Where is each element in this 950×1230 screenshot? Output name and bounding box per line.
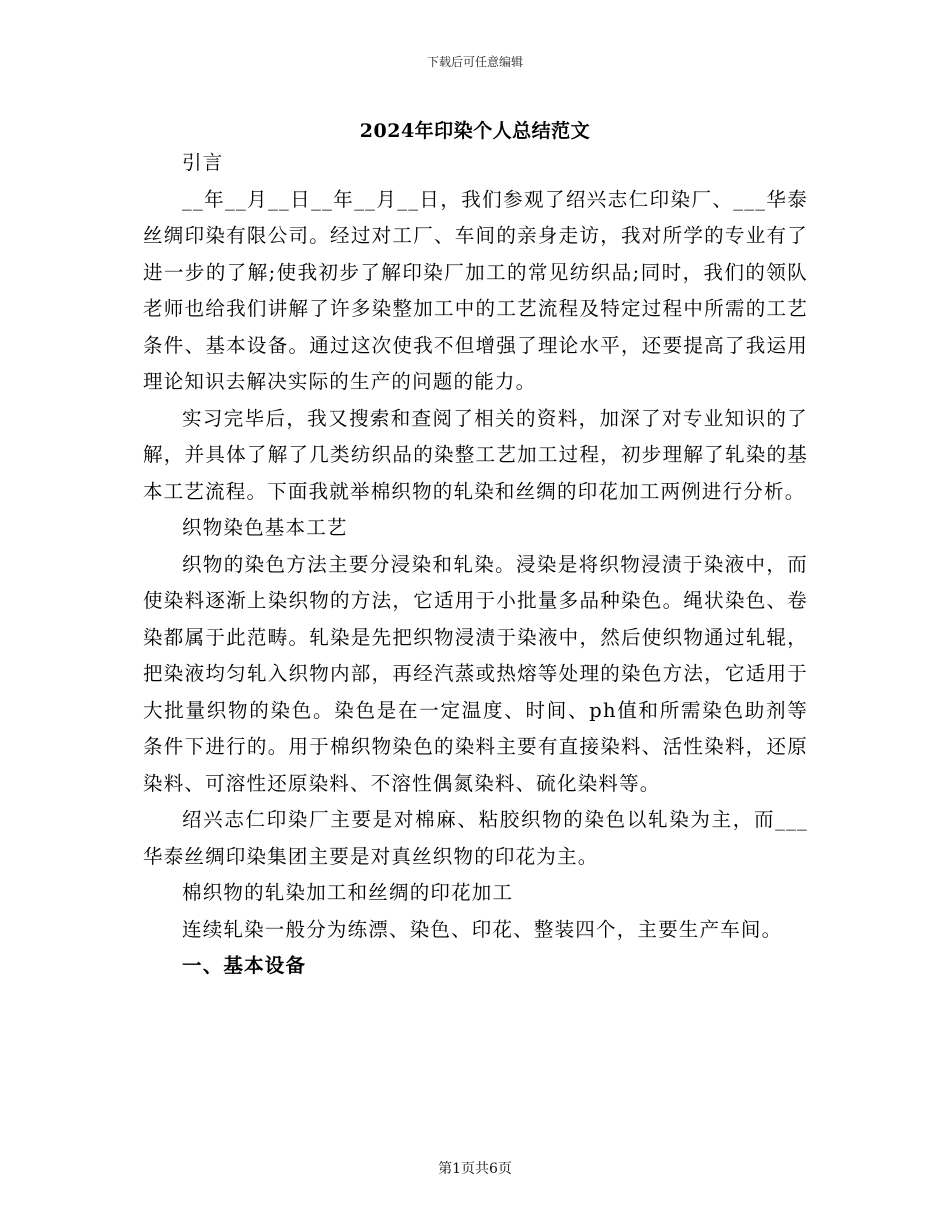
document-title: 2024年印染个人总结范文 (359, 120, 591, 142)
paragraph-after-internship: 实习完毕后，我又搜索和查阅了相关的资料，加深了对专业知识的了解，并具体了解了几类纺织品的染整工艺加工过程，初步理解了轧染的基本工艺流程。下面我就举棉织物的轧染和丝绸的印花加工两例进行分析。 (143, 406, 808, 503)
document-body (143, 145, 808, 985)
page-number: 第1页共6页 (438, 1161, 512, 1177)
section-heading-dyeing-process: 织物染色基本工艺 (182, 516, 348, 539)
paragraph-factories: 绍兴志仁印染厂主要是对棉麻、粘胶织物的染色以轧染为主，而___华泰丝绸印染集团主要是对真丝织物的印花为主。 (143, 808, 808, 868)
header-note: 下载后可任意编辑 (426, 55, 523, 69)
section-heading-intro: 引言 (182, 151, 224, 174)
paragraph-visit: __年__月__日__年__月__日，我们参观了绍兴志仁印染厂、___华泰丝绸印染有限公司。经过对工厂、车间的亲身走访，我对所学的专业有了进一步的了解;使我初步了解印染厂加工的常见纺织品;同时，我们的领队老师也给我们讲解了许多染整加工中的工艺流程及特定过程中所需的工艺条件、基本设备。通过这次使我不但增强了理论水平，还要提高了我运用理论知识去解决实际的生产的问题的能力。 (143, 187, 808, 393)
paragraph-continuous-pad-dyeing: 连续轧染一般分为练漂、染色、印花、整装四个，主要生产车间。 (182, 917, 783, 941)
section-heading-pad-dyeing-printing: 棉织物的轧染加工和丝绸的印花加工 (182, 881, 514, 904)
section-heading-basic-equipment: 一、基本设备 (182, 954, 307, 977)
paragraph-dyeing-methods: 织物的染色方法主要分浸染和轧染。浸染是将织物浸渍于染液中，而使染料逐渐上染织物的方法，它适用于小批量多品种染色。绳状染色、卷染都属于此范畴。轧染是先把织物浸渍于染液中，然后使织物通过轧辊，把染液均匀轧入织物内部，再经汽蒸或热熔等处理的染色方法，它适用于大批量织物的染色。染色是在一定温度、时间、ph值和所需染色助剂等条件下进行的。用于棉织物染色的染料主要有直接染料、活性染料，还原染料、可溶性还原染料、不溶性偶氮染料、硫化染料等。 (143, 552, 808, 795)
